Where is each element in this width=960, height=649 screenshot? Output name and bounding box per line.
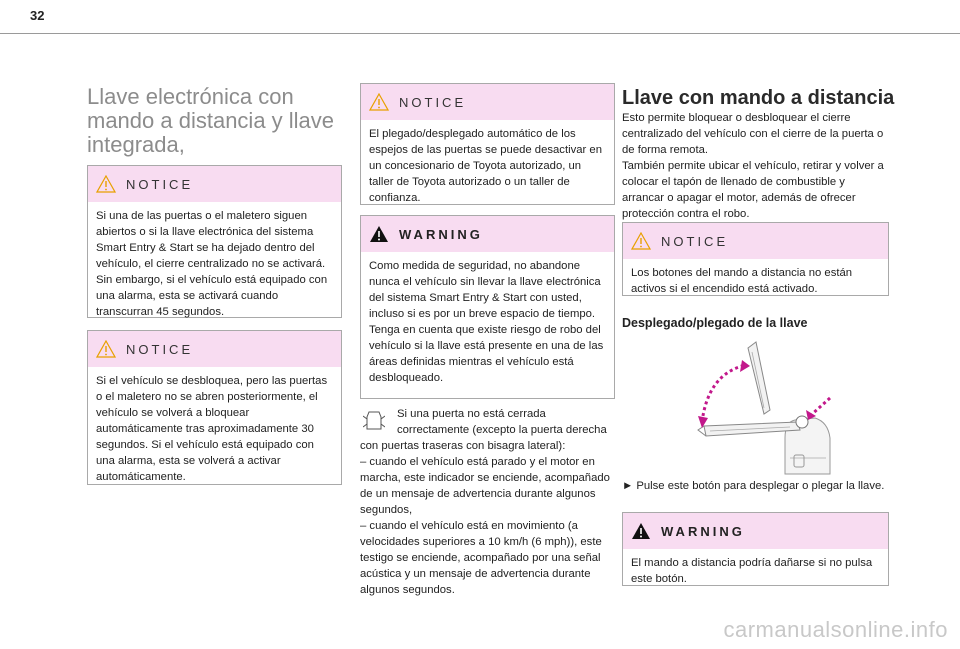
warning-header bbox=[361, 216, 614, 252]
warning-box-remote-damage bbox=[622, 512, 889, 586]
warning-text: Como medida de seguridad, no abandone nunca el vehículo sin llevar la llave electrónica del sistema Smart Entry & Start con usted, incluso si es por un breve espacio de tiempo. Tenga en cuenta que existe riesgo de robo del vehículo si la llave está presente en una de las áreas definidas mientras el vehículo está desbloqueado. bbox=[369, 260, 604, 384]
section-title-llave-electronica: Llave electrónica con mando a distancia y llave integrada, bbox=[87, 84, 335, 157]
key-fold-illustration bbox=[690, 338, 840, 476]
warning-triangle-icon bbox=[631, 232, 651, 250]
notice-box-buttons-inactive bbox=[622, 222, 889, 296]
notice-header bbox=[88, 166, 341, 202]
warning-triangle-icon bbox=[96, 340, 116, 358]
warning-header bbox=[623, 513, 888, 549]
door-indicator-text-b: con puertas traseras con bisagra lateral): – cuando el vehículo está parado y el motor en marcha, este indicador se enciende, acompañado de un mensaje de advertencia durante algunos segundos, – cuando el vehículo está en movimiento (a velocidades superiores a 10 km/h (6 mph)), este testigo se enciende, acompañado por una señal acústica y un mensaje de advertencia durante algunos segundos. bbox=[360, 440, 610, 596]
warning-text: El mando a distancia podría dañarse si no pulsa este botón. bbox=[631, 557, 873, 585]
key-fold-instruction: ► Pulse este botón para desplegar o plegar la llave. bbox=[622, 480, 885, 492]
warning-box-key-security bbox=[360, 215, 615, 399]
remote-key-intro: Esto permite bloquear o desbloquear el cierre centralizado del vehículo con el cierre de la puerta o de forma remota. También permite ubicar el vehículo, retirar y volver a colocar el tapón de llenado de combustible y arrancar o apagar el motor, además de ofrecer protección contra el robo. bbox=[622, 112, 884, 220]
warning-filled-icon bbox=[631, 522, 651, 540]
watermark: carmanualsonline.info bbox=[723, 617, 948, 642]
notice-text: El plegado/desplegado automático de los espejos de las puertas se puede desactivar en un concesionario de Toyota autorizado, un taller de Toyota autorizado o un taller de confianza. bbox=[369, 128, 602, 204]
notice-header bbox=[361, 84, 614, 120]
notice-text: Si una de las puertas o el maletero siguen abiertos o si la llave electrónica del sistema Smart Entry & Start se ha dejado dentro del vehículo, el cierre centralizado no se activará. Sin embargo, si el vehículo está equipado con una alarma, esta se activará cuando transcurran 45 segundos. bbox=[96, 210, 328, 318]
notice-label: NOTICE bbox=[126, 176, 194, 192]
warning-label: WARNING bbox=[661, 523, 745, 539]
door-open-indicator-icon bbox=[363, 409, 385, 433]
door-indicator-text-a: Si una puerta no está cerrada correctamente (excepto la puerta derecha bbox=[397, 408, 607, 436]
notice-label: NOTICE bbox=[399, 94, 467, 110]
notice-label: NOTICE bbox=[126, 341, 194, 357]
notice-text: Si el vehículo se desbloquea, pero las puertas o el maletero no se abren posteriormente, el vehículo se volverá a bloquear automáticamente tras aproximadamente 30 segundos. Si el vehículo está equipado con una alarma, esta se volverá a activar automáticamente. bbox=[96, 375, 328, 483]
notice-text: Los botones del mando a distancia no están activos si el encendido está activado. bbox=[631, 267, 853, 295]
notice-box-mirrors bbox=[360, 83, 615, 205]
section-title-llave-mando: Llave con mando a distancia bbox=[622, 87, 895, 109]
notice-box-doors-open bbox=[87, 165, 342, 318]
top-divider bbox=[0, 33, 960, 34]
notice-box-auto-relock bbox=[87, 330, 342, 485]
warning-triangle-icon bbox=[369, 93, 389, 111]
page-number: 32 bbox=[30, 8, 45, 23]
warning-filled-icon bbox=[369, 225, 389, 243]
key-fold-subheading: Desplegado/plegado de la llave bbox=[622, 316, 808, 330]
notice-header bbox=[623, 223, 888, 259]
notice-header bbox=[88, 331, 341, 367]
warning-label: WARNING bbox=[399, 226, 483, 242]
notice-label: NOTICE bbox=[661, 233, 729, 249]
warning-triangle-icon bbox=[96, 175, 116, 193]
